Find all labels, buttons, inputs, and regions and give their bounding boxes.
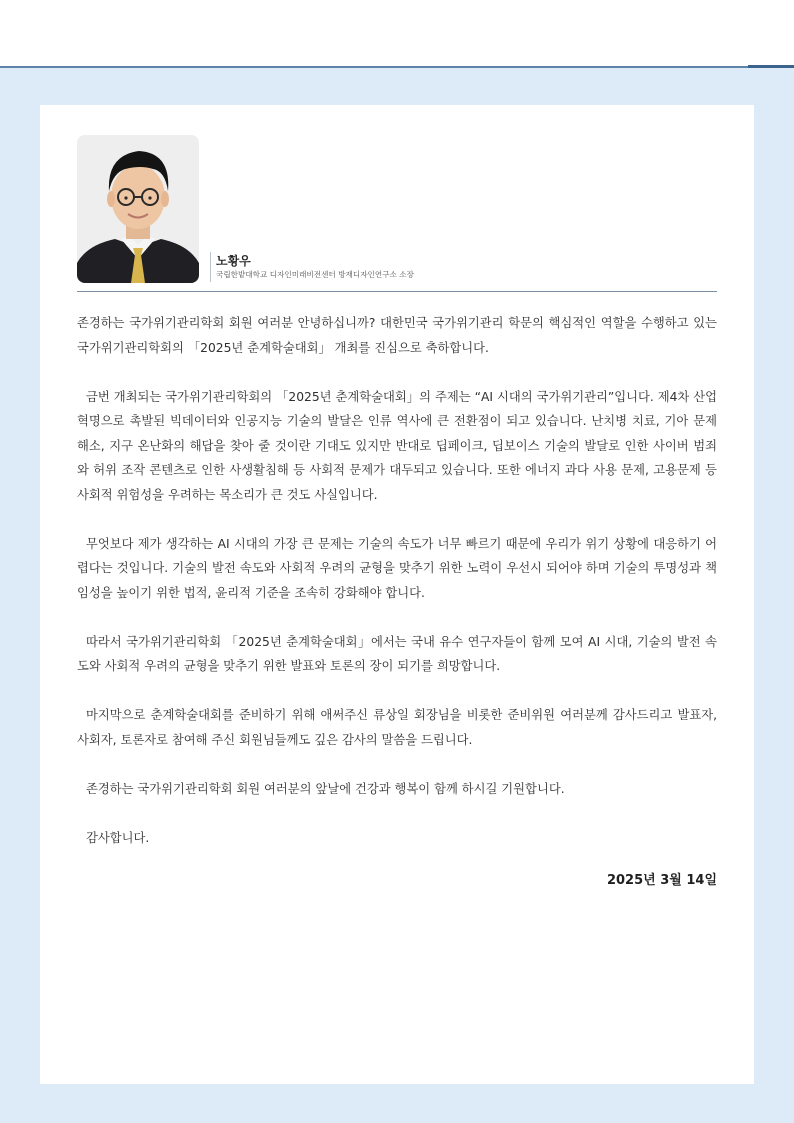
letter-body — [77, 311, 717, 875]
top-header-band — [0, 0, 794, 66]
header-divider — [77, 291, 717, 292]
paragraph-theme: 금번 개최되는 국가위기관리학회의 「2025년 춘계학술대회」의 주제는 “AI 시대의 국가위기관리”입니다. 제4차 산업혁명으로 촉발된 빅데이터와 인공지능 기술의 발달은 인류 역사에 큰 전환점이 되고 있습니다. 난치병 치료, 기아 문제 해소, 지구 온난화의 해답을 찾아 줄 것이란 기대도 있지만 반대로 딥페이크, 딥보이스 기술의 발달로 인한 사이버 범죄와 허위 조작 콘텐츠로 인한 사생활침해 등 사회적 문제가 대두되고 있습니다. 또한 에너지 과다 사용 문제, 고용문제 등 사회적 위험성을 우려하는 목소리가 큰 것도 사실입니다. — [77, 389, 717, 502]
paragraph-closing: 감사합니다. — [86, 830, 150, 845]
paragraph-hope: 따라서 국가위기관리학회 「2025년 춘계학술대회」에서는 국내 유수 연구자들이 함께 모여 AI 시대, 기술의 발전 속도와 사회적 우려의 균형을 맞추기 위한 발표와 토론의 장이 되기를 희망합니다. — [77, 634, 717, 673]
paragraph-greeting: 존경하는 국가위기관리학회 회원 여러분 안녕하십니까? 대한민국 국가위기관리 학문의 핵심적인 역할을 수행하고 있는 국가위기관리학회의 「2025년 춘계학술대회」 개최를 진심으로 축하합니다. — [77, 316, 717, 355]
author-portrait — [77, 135, 199, 283]
author-title: 국립한밭대학교 디자인미래비전센터 방재디자인연구소 소장 — [216, 270, 414, 279]
letter-date: 2025년 3월 14일 — [606, 873, 717, 888]
paragraph-wishes: 존경하는 국가위기관리학회 회원 여러분의 앞날에 건강과 행복이 함께 하시길 기원합니다. — [86, 781, 565, 796]
portrait-illustration — [77, 135, 199, 283]
author-name: 노황우 — [216, 254, 251, 268]
author-info — [210, 252, 414, 282]
paragraph-problem: 무엇보다 제가 생각하는 AI 시대의 가장 큰 문제는 기술의 속도가 너무 빠르기 때문에 우리가 위기 상황에 대응하기 어렵다는 것입니다. 기술의 발전 속도와 사회적 우려의 균형을 맞추기 위한 노력이 우선시 되어야 하며 기술의 투명성과 책임성을 높이기 위한 법적, 윤리적 기준을 조속히 강화해야 합니다. — [77, 536, 717, 600]
paragraph-thanks: 마지막으로 춘계학술대회를 준비하기 위해 애써주신 류상일 회장님을 비롯한 준비위원 여러분께 감사드리고 발표자, 사회자, 토론자로 참여해 주신 회원님들께도 깊은 감사의 말씀을 드립니다. — [77, 708, 717, 747]
letter-card — [40, 105, 754, 1084]
